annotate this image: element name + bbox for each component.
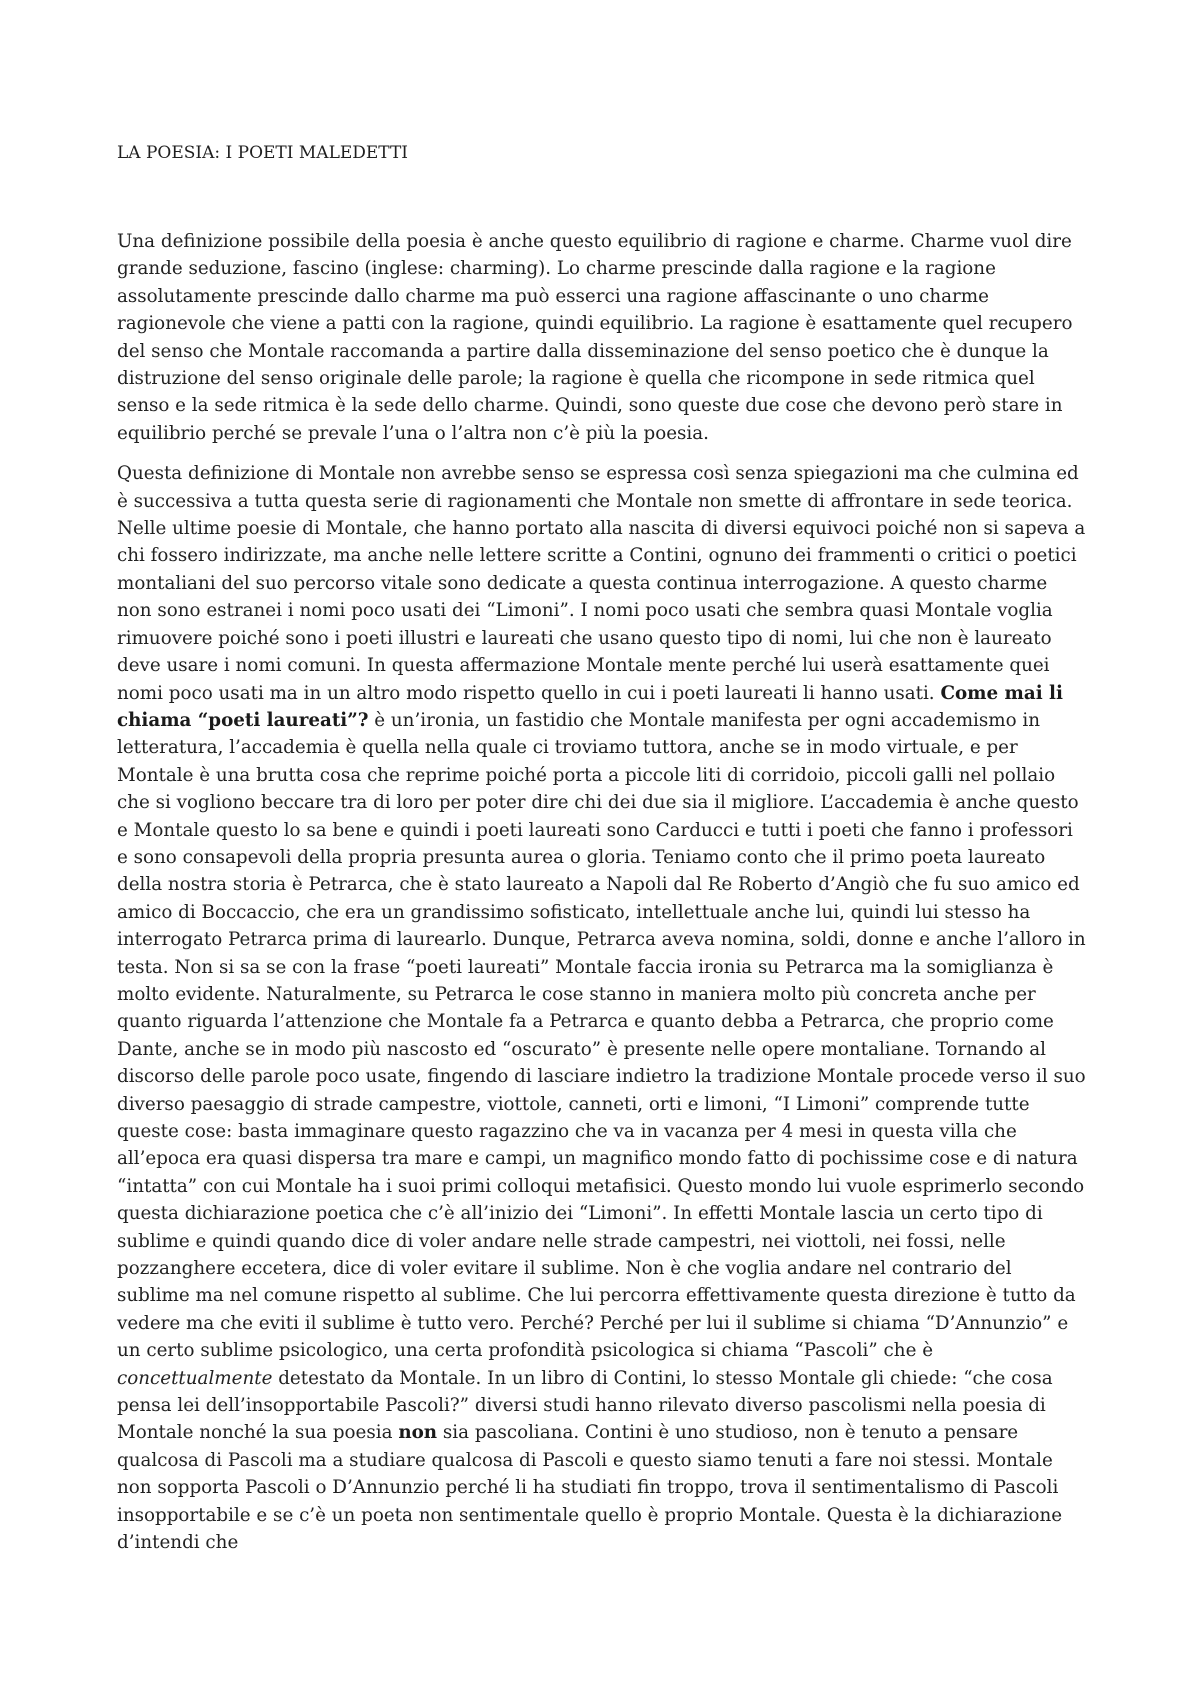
paragraph-1: [117, 228, 1087, 447]
paragraph-2: [117, 460, 1087, 1556]
paragraph-1-text: Una definizione possibile della poesia è anche questo equilibrio di ragione e charme. Charme vuol dire grande seduzione, fascino (inglese: charming). Lo charme prescinde dalla ragione e la ragione assolutamente prescinde dallo charme ma può esserci una ragione affascinante o uno charme ragionevole che viene a patti con la ragione, quindi equilibrio. La ragione è esattamente quel recupero del senso che Montale raccomanda a partire dalla disseminazione del senso poetico che è dunque la distruzione del senso originale delle parole; la ragione è quella che ricompone in sede ritmica quel senso e la sede ritmica è la sede dello charme. Quindi, sono queste due cose che devono però stare in equilibrio perché se prevale l’una o l’altra non c’è più la poesia.: [117, 231, 1073, 444]
paragraph-2-bold-question: Come mai li chiama “poeti laureati”?: [117, 682, 1063, 731]
page-title: LA POESIA: I POETI MALEDETTI: [117, 143, 409, 163]
paragraph-2-text-part-4: sia pascoliana. Contini è uno studioso, non è tenuto a pensare qualcosa di Pascoli ma a studiare qualcosa di Pascoli e questo siamo tenuti a fare noi stessi. Montale non sopporta Pascoli o D’Annunzio perché li ha studiati fin troppo, trova il sentimentalismo di Pascoli insopportabile e se c’è un poeta non sentimentale quello è proprio Montale. Questa è la dichiarazione d’intendi che: [117, 1422, 1063, 1554]
paragraph-2-text-part-2: è un’ironia, un fastidio che Montale manifesta per ogni accademismo in letteratura, l’accademia è quella nella quale ci troviamo tuttora, anche se in modo virtuale, e per Montale è una brutta cosa che reprime poiché porta a piccole liti di corridoio, piccoli galli nel pollaio che si vogliono beccare tra di loro per poter dire chi dei due sia il migliore. L’accademia è anche questo e Montale questo lo sa bene e quindi i poeti laureati sono Carducci e tutti i poeti che fanno i professori e sono consapevoli della propria presunta aurea o gloria. Teniamo conto che il primo poeta laureato della nostra storia è Petrarca, che è stato laureato a Napoli dal Re Roberto d’Angiò che fu suo amico ed amico di Boccaccio, che era un grandissimo sofisticato, intellettuale anche lui, quindi lui stesso ha interrogato Petrarca prima di laurearlo. Dunque, Petrarca aveva nomina, soldi, donne e anche l’alloro in testa. Non si sa se con la frase “poeti laureati” Montale faccia ironia su Petrarca ma la somiglianza è molto evidente. Naturalmente, su Petrarca le cose stanno in maniera molto più concreta anche per quanto riguarda l’attenzione che Montale fa a Petrarca e quanto debba a Petrarca, che proprio come Dante, anche se in modo più nascosto ed “oscurato” è presente nelle opere montaliane. Tornando al discorso delle parole poco usate, fingendo di lasciare indietro la tradizione Montale procede verso il suo diverso paesaggio di strade campestre, viottole, canneti, orti e limoni, “I Limoni” comprende tutte queste cose: basta immaginare questo ragazzino che va in vacanza per 4 mesi in questa villa che all’epoca era quasi dispersa tra mare e campi, un magnifico mondo fatto di pochissime cose e di natura “intatta” con cui Montale ha i suoi primi colloqui metafisici. Questo mondo lui vuole esprimerlo secondo questa dichiarazione poetica che c’è all’inizio dei “Limoni”. In effetti Montale lascia un certo tipo di sublime e quindi quando dice di voler andare nelle strade campestri, nei viottoli, nei fossi, nelle pozzanghere eccetera, dice di voler evitare il sublime. Non è che voglia andare nel contrario del sublime ma nel comune rispetto al sublime. Che lui percorra effettivamente questa direzione è tutto da vedere ma che eviti il sublime è tutto vero. Perché? Perché per lui il sublime si chiama “D’Annunzio” e un certo sublime psicologico, una certa profondità psicologica si chiama “Pascoli” che è: [117, 709, 1086, 1362]
paragraph-2-italic-word: concettualmente: [117, 1367, 273, 1389]
paragraph-2-text-part-1: Questa definizione di Montale non avrebbe senso se espressa così senza spiegazioni ma che culmina ed è successiva a tutta questa serie di ragionamenti che Montale non smette di affrontare in sede teorica. Nelle ultime poesie di Montale, che hanno portato alla nascita di diversi equivoci poiché non si sapeva a chi fossero indirizzate, ma anche nelle lettere scritte a Contini, ognuno dei frammenti o critici o poetici montaliani del suo percorso vitale sono dedicate a questa continua interrogazione. A questo charme non sono estranei i nomi poco usati dei “Limoni”. I nomi poco usati che sembra quasi Montale voglia rimuovere poiché sono i poeti illustri e laureati che usano questo tipo di nomi, lui che non è laureato deve usare i nomi comuni. In questa affermazione Montale mente perché lui userà esattamente quei nomi poco usati ma in un altro modo rispetto quello in cui i poeti laureati li hanno usati.: [117, 463, 1086, 704]
document-body: [117, 228, 1087, 1570]
paragraph-2-text-part-3: detestato da Montale. In un libro di Contini, lo stesso Montale gli chiede: “che cosa pensa lei dell’insopportabile Pascoli?” diversi studi hanno rilevato diverso pascolismi nella poesia di Montale nonché la sua poesia: [117, 1367, 1053, 1444]
paragraph-2-bold-word: non: [398, 1422, 438, 1444]
